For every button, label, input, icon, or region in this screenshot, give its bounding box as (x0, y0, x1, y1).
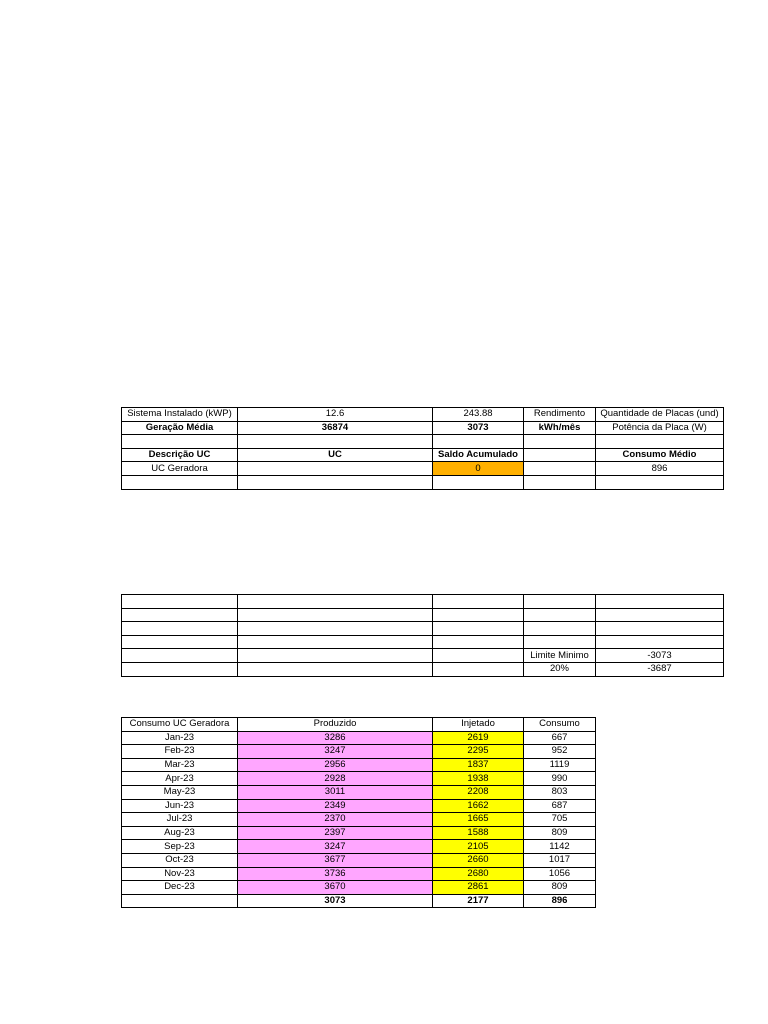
produzido-cell[interactable]: 3670 (238, 881, 433, 895)
table-row (122, 745, 596, 759)
table-row (122, 785, 596, 799)
table-row (122, 595, 724, 609)
month-cell[interactable]: Jul-23 (122, 813, 238, 827)
sistema-value[interactable]: 12.6 (238, 408, 433, 422)
geracao-annual[interactable]: 36874 (238, 421, 433, 435)
empty-cell[interactable] (238, 462, 433, 476)
header-consumo-uc-geradora[interactable]: Consumo UC Geradora (122, 718, 238, 732)
empty-cell[interactable] (433, 622, 524, 636)
injetado-cell[interactable]: 1837 (433, 758, 524, 772)
empty-cell[interactable] (122, 662, 238, 676)
consumo-cell[interactable]: 952 (524, 745, 596, 759)
percent-label[interactable]: 20% (524, 662, 596, 676)
month-cell[interactable]: Dec-23 (122, 881, 238, 895)
table-row (122, 758, 596, 772)
injetado-cell[interactable]: 1662 (433, 799, 524, 813)
sistema-label[interactable]: Sistema Instalado (kWP) (122, 408, 238, 422)
geracao-monthly[interactable]: 3073 (433, 421, 524, 435)
produzido-cell[interactable]: 3247 (238, 745, 433, 759)
consumo-cell[interactable]: 990 (524, 772, 596, 786)
geracao-unit[interactable]: kWh/mês (524, 421, 596, 435)
empty-cell[interactable] (596, 635, 724, 649)
empty-cell[interactable] (524, 448, 596, 462)
produzido-cell[interactable]: 2928 (238, 772, 433, 786)
consumo-cell[interactable]: 1056 (524, 867, 596, 881)
empty-cell[interactable] (433, 649, 524, 663)
empty-cell[interactable] (524, 608, 596, 622)
table-row (122, 731, 596, 745)
empty-cell[interactable] (433, 608, 524, 622)
consumo-cell[interactable]: 667 (524, 731, 596, 745)
month-cell[interactable]: Nov-23 (122, 867, 238, 881)
empty-cell[interactable] (122, 622, 238, 636)
empty-cell[interactable] (524, 435, 596, 449)
table-row (122, 799, 596, 813)
injetado-cell[interactable]: 1665 (433, 813, 524, 827)
empty-cell[interactable] (524, 475, 596, 489)
month-cell[interactable]: May-23 (122, 785, 238, 799)
month-cell[interactable]: Jun-23 (122, 799, 238, 813)
empty-cell[interactable] (433, 662, 524, 676)
injetado-cell[interactable]: 2861 (433, 881, 524, 895)
total-produzido[interactable]: 3073 (238, 894, 433, 908)
month-cell[interactable]: Aug-23 (122, 826, 238, 840)
empty-cell[interactable] (433, 475, 524, 489)
consumo-medio-value[interactable]: 896 (596, 462, 724, 476)
empty-cell[interactable] (238, 435, 433, 449)
injetado-cell[interactable]: 2208 (433, 785, 524, 799)
injetado-cell[interactable]: 2619 (433, 731, 524, 745)
empty-cell[interactable] (122, 894, 238, 908)
empty-cell[interactable] (238, 608, 433, 622)
empty-cell[interactable] (596, 475, 724, 489)
header-uc[interactable]: UC (238, 448, 433, 462)
sistema-extra-value[interactable]: 243.88 (433, 408, 524, 422)
totals-row (122, 894, 596, 908)
produzido-cell[interactable]: 3247 (238, 840, 433, 854)
month-cell[interactable]: Jan-23 (122, 731, 238, 745)
empty-cell[interactable] (596, 622, 724, 636)
injetado-cell[interactable]: 2295 (433, 745, 524, 759)
uc-geradora-label[interactable]: UC Geradora (122, 462, 238, 476)
table-row (122, 649, 724, 663)
table-row (122, 840, 596, 854)
header-consumo[interactable]: Consumo (524, 718, 596, 732)
empty-cell[interactable] (238, 649, 433, 663)
empty-cell[interactable] (122, 475, 238, 489)
injetado-cell[interactable]: 1938 (433, 772, 524, 786)
empty-cell[interactable] (238, 595, 433, 609)
empty-cell[interactable] (238, 622, 433, 636)
produzido-cell[interactable]: 2349 (238, 799, 433, 813)
consumo-cell[interactable]: 809 (524, 826, 596, 840)
empty-cell[interactable] (433, 435, 524, 449)
empty-cell[interactable] (433, 635, 524, 649)
header-saldo[interactable]: Saldo Acumulado (433, 448, 524, 462)
injetado-cell[interactable]: 2105 (433, 840, 524, 854)
empty-cell[interactable] (122, 649, 238, 663)
produzido-cell[interactable]: 2370 (238, 813, 433, 827)
consumo-cell[interactable]: 809 (524, 881, 596, 895)
injetado-cell[interactable]: 2680 (433, 867, 524, 881)
injetado-cell[interactable]: 1588 (433, 826, 524, 840)
consumo-cell[interactable]: 1119 (524, 758, 596, 772)
empty-cell[interactable] (433, 595, 524, 609)
table-row (122, 772, 596, 786)
produzido-cell[interactable]: 2956 (238, 758, 433, 772)
consumo-cell[interactable]: 687 (524, 799, 596, 813)
injetado-cell[interactable]: 2660 (433, 853, 524, 867)
produzido-cell[interactable]: 2397 (238, 826, 433, 840)
empty-cell[interactable] (122, 635, 238, 649)
empty-cell[interactable] (122, 435, 238, 449)
table-row (122, 622, 724, 636)
monthly-body (122, 731, 596, 894)
table-row (122, 435, 724, 449)
total-injetado[interactable]: 2177 (433, 894, 524, 908)
quantidade-label[interactable]: Quantidade de Placas (und) (596, 408, 724, 422)
header-consumo-medio[interactable]: Consumo Médio (596, 448, 724, 462)
potencia-label[interactable]: Potência da Placa (W) (596, 421, 724, 435)
empty-cell[interactable] (596, 608, 724, 622)
empty-cell[interactable] (122, 608, 238, 622)
month-cell[interactable]: Sep-23 (122, 840, 238, 854)
produzido-cell[interactable]: 3011 (238, 785, 433, 799)
table-header-row (122, 718, 596, 732)
table-row (122, 421, 724, 435)
empty-cell[interactable] (238, 662, 433, 676)
month-cell[interactable]: Mar-23 (122, 758, 238, 772)
empty-cell[interactable] (238, 475, 433, 489)
table-row (122, 448, 724, 462)
table-row (122, 635, 724, 649)
table-row (122, 475, 724, 489)
geracao-label[interactable]: Geração Média (122, 421, 238, 435)
empty-cell[interactable] (238, 635, 433, 649)
summary-table (121, 407, 724, 490)
empty-cell[interactable] (524, 635, 596, 649)
produzido-cell[interactable]: 3286 (238, 731, 433, 745)
month-cell[interactable]: Feb-23 (122, 745, 238, 759)
table-row (122, 462, 724, 476)
consumo-cell[interactable]: 1017 (524, 853, 596, 867)
produzido-cell[interactable]: 3736 (238, 867, 433, 881)
empty-cell[interactable] (524, 595, 596, 609)
header-injetado[interactable]: Injetado (433, 718, 524, 732)
empty-cell[interactable] (524, 622, 596, 636)
empty-cell[interactable] (524, 462, 596, 476)
table-row (122, 881, 596, 895)
rendimento-label[interactable]: Rendimento (524, 408, 596, 422)
table-row (122, 867, 596, 881)
monthly-table (121, 717, 596, 908)
table-row (122, 662, 724, 676)
empty-cell[interactable] (596, 435, 724, 449)
table-row (122, 853, 596, 867)
limits-table (121, 594, 724, 677)
month-cell[interactable]: Apr-23 (122, 772, 238, 786)
header-descricao[interactable]: Descrição UC (122, 448, 238, 462)
limite-label[interactable]: Limite Minimo (524, 649, 596, 663)
header-produzido[interactable]: Produzido (238, 718, 433, 732)
empty-cell[interactable] (596, 595, 724, 609)
limite-value[interactable]: -3073 (596, 649, 724, 663)
empty-cell[interactable] (122, 595, 238, 609)
saldo-value[interactable]: 0 (433, 462, 524, 476)
table-row (122, 408, 724, 422)
table-row (122, 608, 724, 622)
percent-value[interactable]: -3687 (596, 662, 724, 676)
table-row (122, 813, 596, 827)
consumo-cell[interactable]: 705 (524, 813, 596, 827)
table-row (122, 826, 596, 840)
consumo-cell[interactable]: 1142 (524, 840, 596, 854)
produzido-cell[interactable]: 3677 (238, 853, 433, 867)
month-cell[interactable]: Oct-23 (122, 853, 238, 867)
total-consumo[interactable]: 896 (524, 894, 596, 908)
consumo-cell[interactable]: 803 (524, 785, 596, 799)
